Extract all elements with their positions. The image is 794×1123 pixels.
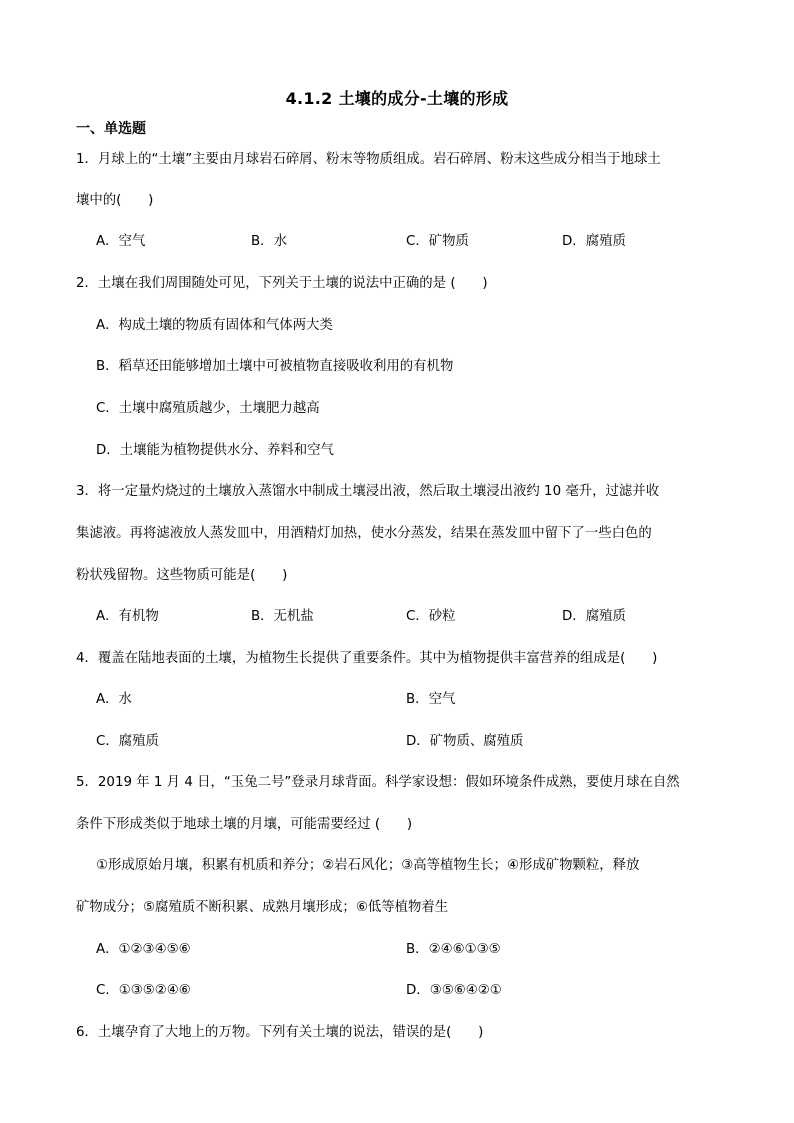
option-a: A．水 [96,692,132,707]
question-3-line-1: 3．将一定量灼烧过的土壤放入蒸馏水中制成土壤浸出液，然后取土壤浸出液约 10 毫升，过滤并收 [76,484,660,499]
question-4-stem: 4．覆盖在陆地表面的土壤，为植物生长提供了重要条件。其中为植物提供丰富营养的组成是( ) [76,651,658,666]
question-1-line-1: 1．月球上的“土壤”主要由月球岩石碎屑、粉末等物质组成。岩石碎屑、粉末这些成分相当于地球土 [76,152,661,167]
option-a: A．构成土壤的物质有固体和气体两大类 [96,318,333,333]
option-d: D．腐殖质 [562,609,626,624]
option-c: C．土壤中腐殖质越少，土壤肥力越高 [96,401,320,416]
option-a: A．有机物 [96,609,159,624]
question-3-options [96,607,718,627]
option-b: B．无机盐 [251,609,314,624]
question-5-line-4: 矿物成分；⑤腐殖质不断积累、成熟月壤形成；⑥低等植物着生 [76,900,449,915]
option-c: C．腐殖质 [96,734,159,749]
question-5-line-1: 5．2019 年 1 月 4 日，“玉兔二号”登录月球背面。科学家设想：假如环境条件成熟，要使月球在自然 [76,775,680,790]
option-d: D．腐殖质 [562,234,626,249]
question-6-stem: 6．土壤孕育了大地上的万物。下列有关土壤的说法，错误的是( ) [76,1025,484,1040]
question-5-options-row-2 [96,981,718,1001]
option-b: B．②④⑥①③⑤ [406,942,501,957]
option-b: B．稻草还田能够增加土壤中可被植物直接吸收利用的有机物 [96,359,454,374]
question-5-line-3: ①形成原始月壤，积累有机质和养分；②岩石风化；③高等植物生长；④形成矿物颗粒，释放 [96,858,640,873]
option-c: C．①③⑤②④⑥ [96,983,191,998]
option-a: A．①②③④⑤⑥ [96,942,191,957]
question-3-line-2: 集滤液。再将滤液放人蒸发皿中，用酒精灯加热，使水分蒸发，结果在蒸发皿中留下了一些白色的 [76,526,652,541]
option-a: A．空气 [96,234,146,249]
question-5-line-2: 条件下形成类似于地球土壤的月壤，可能需要经过 ( ) [76,817,413,832]
question-1-line-2: 壤中的( ) [76,193,154,208]
question-4-options-row-2 [96,732,718,752]
section-heading: 一、单选题 [76,121,146,137]
page-title: 4.1.2 土壤的成分-土壤的形成 [285,89,509,108]
question-3-line-3: 粉状残留物。这些物质可能是( ) [76,568,288,583]
option-d: D．土壤能为植物提供水分、养料和空气 [96,443,334,458]
question-2-stem: 2．土壤在我们周围随处可见，下列关于土壤的说法中正确的是 ( ) [76,276,488,291]
option-d: D．矿物质、腐殖质 [406,734,524,749]
question-5-options-row-1 [96,940,718,960]
question-1-options [96,232,718,252]
option-b: B．水 [251,234,287,249]
option-c: C．矿物质 [406,234,469,249]
question-4-options-row-1 [96,690,718,710]
option-b: B．空气 [406,692,456,707]
option-d: D．③⑤⑥④②① [406,983,502,998]
option-c: C．砂粒 [406,609,456,624]
